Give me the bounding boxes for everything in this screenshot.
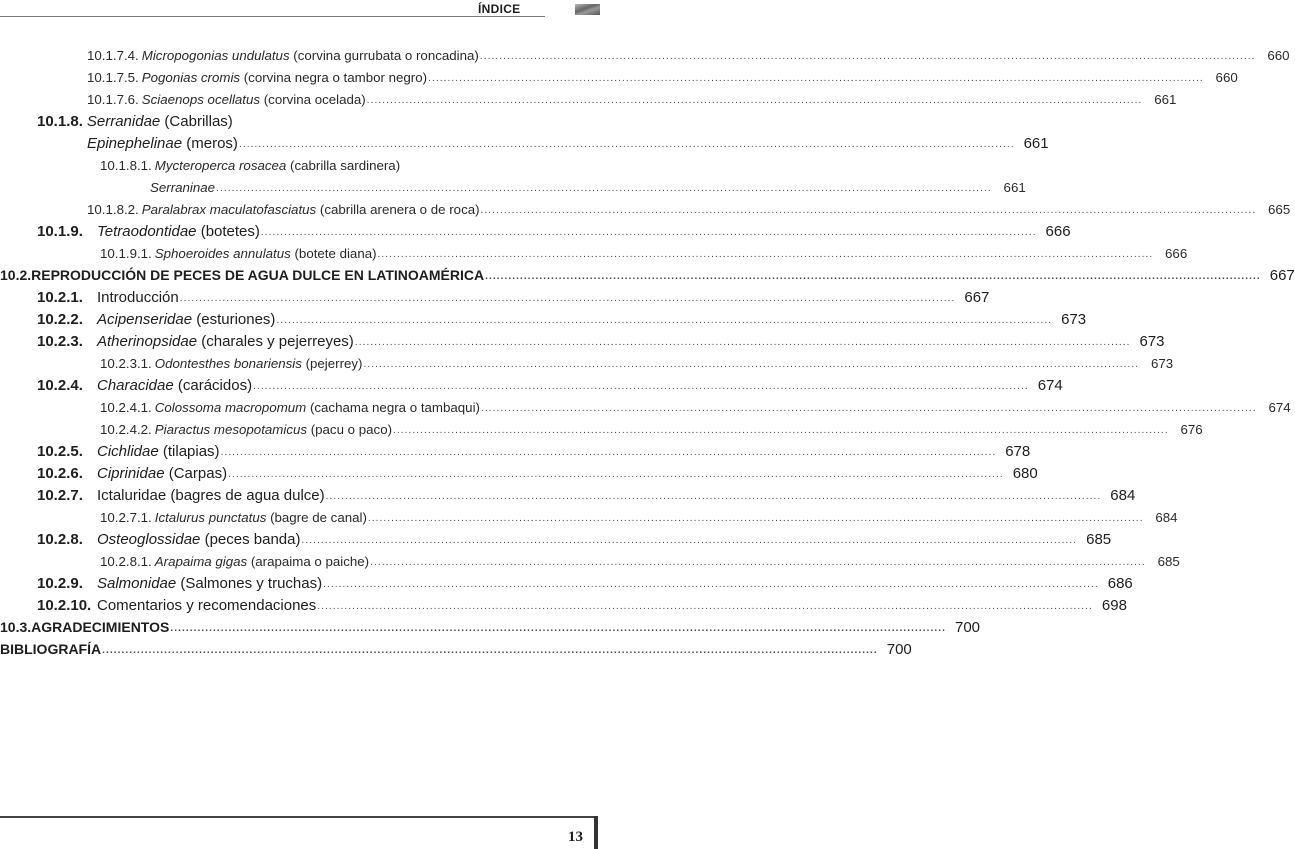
header-decoration-icon [575, 4, 600, 15]
toc-entry[interactable] [0, 462, 1038, 484]
toc-entry[interactable] [0, 154, 572, 176]
entry-taxon: Sphoeroides annulatus [154, 245, 291, 261]
entry-description: (charales y pejerreyes) [197, 332, 354, 350]
toc-entry[interactable] [0, 198, 1291, 220]
entry-description: BIBLIOGRAFÍA [0, 641, 102, 657]
dot-leader: ........................................................................................................................................................................................................ [428, 73, 1204, 84]
entry-title [142, 92, 366, 107]
toc-entry[interactable] [0, 176, 1026, 198]
entry-number: 10.1.8. [37, 112, 83, 130]
entry-number: 10.2.3.1. [100, 355, 152, 371]
entry-number: 10.2.8.1. [100, 553, 152, 569]
dot-leader: ........................................................................................................................................................................................................ [317, 601, 1093, 612]
entry-page: 673 [1139, 332, 1165, 350]
entry-taxon: Mycteroperca rosacea [154, 157, 287, 173]
entry-title [155, 400, 480, 415]
dot-leader: ........................................................................................................................................................................................................ [480, 205, 1257, 216]
entry-page: 700 [886, 640, 912, 658]
entry-description: (pejerrey) [301, 355, 363, 371]
entry-title [31, 619, 169, 635]
dot-leader: ........................................................................................................................................................................................................ [238, 139, 1015, 150]
toc-entry[interactable] [0, 396, 1291, 418]
entry-page: 678 [1005, 442, 1031, 460]
entry-number: 10.2.10. [37, 596, 92, 614]
entry-page: 661 [1003, 179, 1026, 195]
entry-number: 10.1.8.1. [100, 157, 152, 173]
toc-entry[interactable] [0, 484, 1136, 506]
entry-title [142, 48, 479, 63]
entry-number: 10.3. [0, 619, 32, 635]
entry-number: 10.2.5. [37, 442, 83, 460]
dot-leader: ........................................................................................................................................................................................................ [485, 271, 1261, 282]
entry-description: (corvina negra o tambor negro) [240, 69, 428, 85]
entry-page: 685 [1157, 553, 1180, 569]
entry-taxon: Micropogonias undulatus [141, 47, 290, 63]
entry-description: (tilapias) [158, 442, 220, 460]
page-number: 13 [568, 829, 583, 845]
entry-title [155, 554, 369, 569]
entry-taxon: Colossoma macropomum [154, 399, 307, 415]
toc-entry[interactable] [0, 550, 1180, 572]
entry-taxon: Serranidae [86, 112, 161, 130]
entry-page: 674 [1037, 376, 1063, 394]
entry-description: Comentarios y recomendaciones [97, 596, 317, 614]
entry-page: 667 [1269, 266, 1295, 284]
entry-page: 661 [1154, 91, 1177, 107]
toc-entry[interactable] [0, 374, 1063, 396]
entry-title [155, 422, 392, 437]
entry-page: 685 [1086, 530, 1112, 548]
entry-title [0, 641, 101, 657]
entry-taxon: Piaractus mesopotamicus [154, 421, 308, 437]
entry-title [97, 487, 325, 504]
entry-title [97, 333, 354, 350]
toc-entry[interactable] [0, 44, 1290, 66]
entry-title [97, 443, 220, 460]
dot-leader: ........................................................................................................................................................................................................ [393, 425, 1169, 436]
entry-title [142, 202, 480, 217]
entry-number: 10.2.9. [37, 574, 83, 592]
entry-title [155, 158, 400, 173]
table-of-contents [0, 44, 1295, 660]
entry-page: 684 [1110, 486, 1136, 504]
entry-taxon: Sciaenops ocellatus [141, 91, 261, 107]
dot-leader: ........................................................................................................................................................................................................ [170, 623, 947, 634]
dot-leader: ........................................................................................................................................................................................................ [370, 557, 1146, 568]
entry-taxon: Ciprinidae [97, 464, 165, 482]
header-rule [0, 16, 545, 17]
entry-page: 684 [1155, 509, 1178, 525]
entry-page: 673 [1150, 355, 1174, 371]
entry-number: 10.1.7.4. [87, 47, 139, 63]
entry-description: AGRADECIMIENTOS [31, 619, 170, 635]
toc-entry[interactable] [0, 528, 1112, 550]
toc-entry[interactable] [0, 330, 1165, 352]
entry-title [97, 377, 252, 394]
entry-number: 10.2.4.1. [100, 399, 152, 415]
entry-description: (botete diana) [290, 245, 377, 261]
entry-title [97, 289, 179, 306]
entry-title [97, 465, 227, 482]
dot-leader: ........................................................................................................................................................................................................ [480, 403, 1257, 414]
entry-title [155, 510, 367, 525]
entry-number: 10.1.9. [37, 222, 83, 240]
entry-title [155, 246, 377, 261]
entry-taxon: Atherinopsidae [97, 332, 198, 350]
entry-description: (Carpas) [164, 464, 228, 482]
entry-number: 10.1.9.1. [100, 245, 152, 261]
entry-page: 680 [1012, 464, 1038, 482]
entry-description: (corvina gurrubata o roncadina) [289, 47, 479, 63]
toc-entry[interactable] [0, 242, 1188, 264]
entry-description: (Salmones y truchas) [176, 574, 323, 592]
entry-taxon: Odontesthes bonariensis [154, 355, 302, 371]
toc-entry[interactable] [0, 418, 1203, 440]
toc-entry[interactable] [0, 638, 912, 660]
entry-title [97, 575, 322, 592]
entry-page: 698 [1101, 596, 1127, 614]
entry-description: (cachama negra o tambaqui) [306, 399, 480, 415]
entry-description: (peces banda) [200, 530, 301, 548]
entry-description: (cabrilla sardinera) [286, 157, 401, 173]
entry-page: 667 [964, 288, 990, 306]
entry-number: 10.2.1. [37, 288, 83, 306]
entry-page: 700 [954, 618, 981, 636]
toc-entry[interactable] [0, 66, 1238, 88]
entry-number: 10.2.4. [37, 376, 83, 394]
entry-taxon: Osteoglossidae [97, 530, 201, 548]
footer-bar [594, 816, 598, 849]
entry-number: 10.2.7. [37, 486, 83, 504]
running-header-title: ÍNDICE [478, 2, 521, 16]
entry-number: 10.2.2. [37, 310, 83, 328]
entry-title [31, 267, 484, 283]
toc-entry[interactable] [0, 220, 1071, 242]
entry-number: 10.2.8. [37, 530, 83, 548]
toc-entry[interactable] [0, 132, 1049, 154]
toc-entry[interactable] [0, 506, 1178, 528]
dot-leader: ........................................................................................................................................................................................................ [220, 447, 997, 458]
dot-leader: ........................................................................................................................................................................................................ [377, 249, 1154, 260]
entry-description: (bagre de canal) [266, 509, 367, 525]
entry-description: (botetes) [196, 222, 260, 240]
dot-leader: ........................................................................................................................................................................................................ [323, 579, 1099, 590]
entry-page: 673 [1061, 310, 1087, 328]
entry-taxon: Tetraodontidae [97, 222, 197, 240]
entry-number: 10.1.7.6. [87, 91, 139, 107]
entry-taxon: Ictalurus punctatus [154, 509, 267, 525]
dot-leader: ........................................................................................................................................................................................................ [228, 469, 1004, 480]
entry-page: 676 [1180, 421, 1203, 437]
toc-entry[interactable] [0, 616, 981, 638]
entry-taxon: Cichlidae [97, 442, 159, 460]
entry-page: 660 [1267, 47, 1290, 63]
entry-page: 665 [1268, 201, 1291, 217]
entry-number: 10.2. [0, 267, 32, 283]
entry-number: 10.1.8.2. [87, 201, 139, 217]
entry-title [97, 223, 260, 240]
toc-entry[interactable] [0, 264, 1295, 286]
entry-title [87, 113, 233, 130]
entry-taxon: Arapaima gigas [154, 553, 248, 569]
entry-number: 10.2.7.1. [100, 509, 152, 525]
toc-entry[interactable] [0, 88, 1177, 110]
entry-taxon: Serraninae [150, 179, 216, 195]
dot-leader: ........................................................................................................................................................................................................ [102, 645, 878, 656]
dot-leader: ........................................................................................................................................................................................................ [325, 491, 1102, 502]
entry-taxon: Epinephelinae [87, 134, 183, 152]
dot-leader: ........................................................................................................................................................................................................ [276, 315, 1053, 326]
entry-taxon: Paralabrax maculatofasciatus [141, 201, 317, 217]
entry-description: (pacu o paco) [307, 421, 393, 437]
entry-description: (Cabrillas) [160, 112, 233, 130]
entry-taxon: Salmonidae [97, 574, 177, 592]
dot-leader: ........................................................................................................................................................................................................ [363, 359, 1140, 370]
toc-entry[interactable] [0, 440, 1031, 462]
entry-number: 10.1.7.5. [87, 69, 139, 85]
entry-description: (cabrilla arenera o de roca) [316, 201, 480, 217]
entry-page: 661 [1023, 134, 1049, 152]
dot-leader: ........................................................................................................................................................................................................ [366, 95, 1143, 106]
entry-description: (meros) [182, 134, 238, 152]
dot-leader: ........................................................................................................................................................................................................ [367, 513, 1144, 524]
entry-number: 10.2.4.2. [100, 421, 152, 437]
toc-entry[interactable] [0, 572, 1133, 594]
entry-page: 666 [1165, 245, 1188, 261]
dot-leader: ........................................................................................................................................................................................................ [479, 51, 1256, 62]
dot-leader: ........................................................................................................................................................................................................ [260, 227, 1037, 238]
entry-title [142, 70, 427, 85]
entry-number: 10.2.3. [37, 332, 83, 350]
entry-page: 666 [1045, 222, 1071, 240]
entry-description: Introducción [97, 288, 179, 306]
toc-entry[interactable] [0, 110, 572, 132]
dot-leader: ........................................................................................................................................................................................................ [354, 337, 1131, 348]
entry-description: (corvina ocelada) [260, 91, 366, 107]
entry-page: 674 [1268, 399, 1291, 415]
entry-number: 10.2.6. [37, 464, 83, 482]
entry-description: (arapaima o paiche) [247, 553, 370, 569]
dot-leader: ........................................................................................................................................................................................................ [179, 293, 956, 304]
toc-entry[interactable] [0, 286, 990, 308]
entry-description: (carácidos) [173, 376, 253, 394]
entry-taxon: Characidae [97, 376, 174, 394]
dot-leader: ........................................................................................................................................................................................................ [216, 183, 992, 194]
entry-page: 686 [1107, 574, 1133, 592]
dot-leader: ........................................................................................................................................................................................................ [301, 535, 1078, 546]
entry-title [155, 356, 363, 371]
entry-description: REPRODUCCIÓN DE PECES DE AGUA DULCE EN LATINOAMÉRICA [31, 267, 485, 283]
toc-entry[interactable] [0, 352, 1174, 374]
entry-page: 660 [1215, 69, 1238, 85]
toc-entry[interactable] [0, 308, 1087, 330]
entry-title [87, 135, 238, 152]
entry-description: Ictaluridae (bagres de agua dulce) [97, 486, 325, 504]
entry-title [97, 311, 275, 328]
entry-title [97, 531, 300, 548]
footer-rule [0, 816, 597, 818]
entry-title [150, 180, 215, 195]
entry-title [97, 597, 316, 614]
entry-description: (esturiones) [192, 310, 276, 328]
entry-taxon: Acipenseridae [97, 310, 193, 328]
entry-taxon: Pogonias cromis [141, 69, 241, 85]
dot-leader: ........................................................................................................................................................................................................ [253, 381, 1029, 392]
toc-entry[interactable] [0, 594, 1127, 616]
